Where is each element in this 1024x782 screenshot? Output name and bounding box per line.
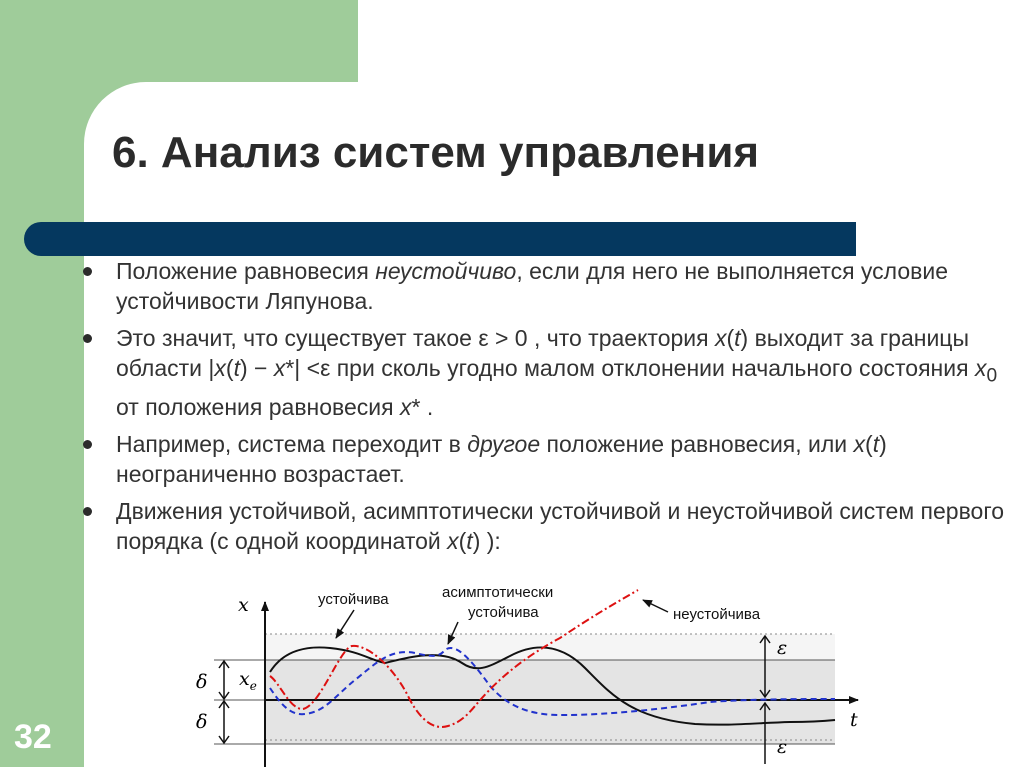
italic-text: другое xyxy=(467,430,541,457)
bullet-list xyxy=(80,256,1020,563)
text: Движения устойчивой, асимптотически устойчивой и неустойчивой систем первого порядка (с одной координатой xyxy=(116,497,1005,554)
asymptotic-label-line2: устойчива xyxy=(468,604,539,621)
italic-text: неустойчиво xyxy=(375,258,517,284)
italic-text: x xyxy=(399,393,412,420)
text: * . xyxy=(411,393,434,420)
page-title: 6. Анализ систем управления xyxy=(112,128,760,177)
text: Положение равновесия xyxy=(116,258,376,284)
italic-text: x xyxy=(853,430,866,457)
text: ) выходит за границы области | xyxy=(116,325,970,381)
text: ) неограниченно возрастает. xyxy=(116,430,887,487)
bullet-meaning xyxy=(80,323,1020,422)
stability-diagram xyxy=(190,588,880,767)
bullet-unstable-definition xyxy=(80,256,1020,316)
unstable-label: неустойчива xyxy=(673,606,761,623)
text: ( xyxy=(225,355,234,381)
bullet-dot-icon xyxy=(83,440,92,449)
italic-text: t xyxy=(466,527,473,554)
text: ( xyxy=(726,325,735,351)
title-underline-bar xyxy=(24,222,856,256)
text: ( xyxy=(865,430,873,457)
italic-text: x xyxy=(974,355,987,381)
epsilon-label-lower: ε xyxy=(777,736,788,758)
text: *| <ε при сколь угодно малом отклонении начального состояния xyxy=(285,355,975,381)
text: положение равновесия, или xyxy=(540,430,854,457)
equilibrium-label-main: x xyxy=(239,668,250,690)
italic-text: x xyxy=(447,527,459,554)
bullet-example xyxy=(80,429,1020,489)
text: от положения равновесия xyxy=(116,393,400,420)
text: ) ): xyxy=(472,527,501,554)
text: Это значит, что существует такое ε > 0 , что траектория xyxy=(116,325,715,351)
x-axis-label: x xyxy=(238,594,249,616)
italic-text: x xyxy=(714,325,727,351)
asymptotic-label-line1: асимптотически xyxy=(442,588,554,601)
text: , если для него не выполняется условие устойчивости Ляпунова. xyxy=(116,258,948,314)
bullet-dot-icon xyxy=(83,267,92,276)
italic-text: x xyxy=(273,355,286,381)
text: Например, система переходит в xyxy=(116,430,468,457)
delta-label-lower: δ xyxy=(196,711,208,733)
unstable-pointer xyxy=(643,600,668,612)
italic-text: t xyxy=(872,430,880,457)
delta-band xyxy=(265,660,835,744)
equilibrium-label-sub: e xyxy=(249,679,257,693)
italic-text: x xyxy=(214,355,226,381)
bullet-dot-icon xyxy=(83,507,92,516)
bullet-dot-icon xyxy=(83,334,92,343)
bullet-motions xyxy=(80,496,1020,556)
epsilon-label-upper: ε xyxy=(777,637,788,659)
text: ( xyxy=(458,527,467,554)
page-number: 32 xyxy=(14,718,52,756)
stable-label: устойчива xyxy=(318,591,389,608)
t-axis-label: t xyxy=(850,709,858,731)
delta-label-upper: δ xyxy=(196,671,208,693)
equilibrium-label xyxy=(239,668,257,693)
italic-text: t xyxy=(734,325,741,351)
italic-text: t xyxy=(233,355,240,381)
text: ) − xyxy=(239,355,274,381)
subscript-text: 0 xyxy=(986,365,998,387)
